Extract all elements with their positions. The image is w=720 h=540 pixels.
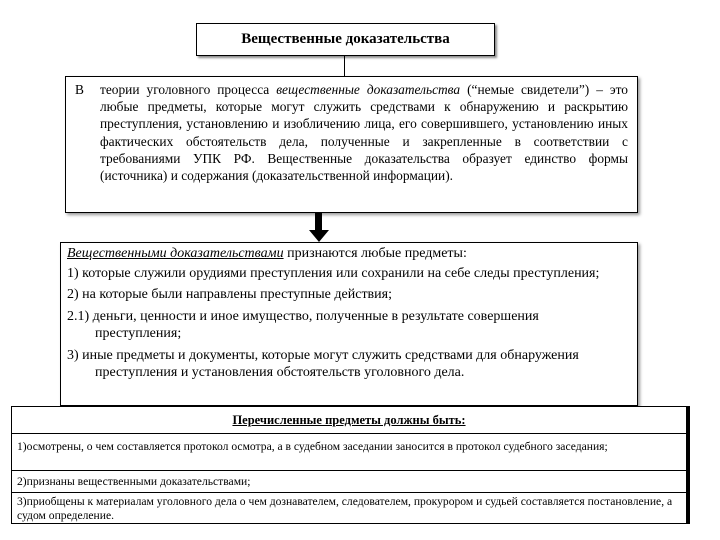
arrow-down-icon xyxy=(315,213,322,231)
recognition-term: Вещественными доказательствами xyxy=(67,246,284,261)
definition-lead: В xyxy=(75,82,84,97)
recognition-item: 3) иные предметы и документы, которые могут служить средствами для обнаружения преступления и установления обстоятельств уголовного дела. xyxy=(67,347,579,380)
definition-text xyxy=(100,81,628,184)
recognition-intro xyxy=(67,245,627,263)
recognition-item: 2.1) деньги, ценности и иное имущество, полученные в результате совершения преступления; xyxy=(67,308,539,341)
definition-box xyxy=(65,76,638,213)
requirement-item: 3)приобщены к материалам уголовного дела о чем дознавателем, следователем, прокурором и судьей составляется постановление, а судом определение. xyxy=(17,495,673,522)
divider xyxy=(12,470,686,471)
recognition-item: 2) на которые были направлены преступные действия; xyxy=(67,287,392,302)
requirement-item: 2)признаны вещественными доказательствами; xyxy=(17,475,251,488)
divider xyxy=(12,492,686,493)
recognition-intro-rest: признаются любые предметы: xyxy=(283,246,467,261)
definition-term: вещественные доказательства xyxy=(276,82,461,97)
arrow-head-icon xyxy=(309,230,329,242)
recognition-item: 1) которые служили орудиями преступления или сохранили на себе следы преступления; xyxy=(67,265,600,281)
definition-text-end: (“немые свидетели”) – это любые предметы, которые могут служить средствами к обнаружению и раскрытию преступления, установлению и изобличению лица, его совершившего, установлению иных фактических обстоятельств дела, полученные и закрепленные в соответствии с требованиями УПК РФ. Вещественные доказательства образует единство формы (источника) и содержания (доказательственной информации). xyxy=(100,82,628,184)
title-box xyxy=(196,23,495,56)
recognition-box xyxy=(60,242,638,406)
requirements-box xyxy=(11,406,690,524)
divider xyxy=(12,433,686,434)
requirements-heading: Перечисленные предметы должны быть: xyxy=(232,413,466,427)
connector-line xyxy=(344,56,345,76)
definition-text-start: теории уголовного процесса xyxy=(100,82,277,97)
diagram-title: Вещественные доказательства xyxy=(241,31,450,47)
requirement-item: 1)осмотрены, о чем составляется протокол осмотра, а в судебном заседании заносится в протокол судебного заседания; xyxy=(17,440,608,453)
